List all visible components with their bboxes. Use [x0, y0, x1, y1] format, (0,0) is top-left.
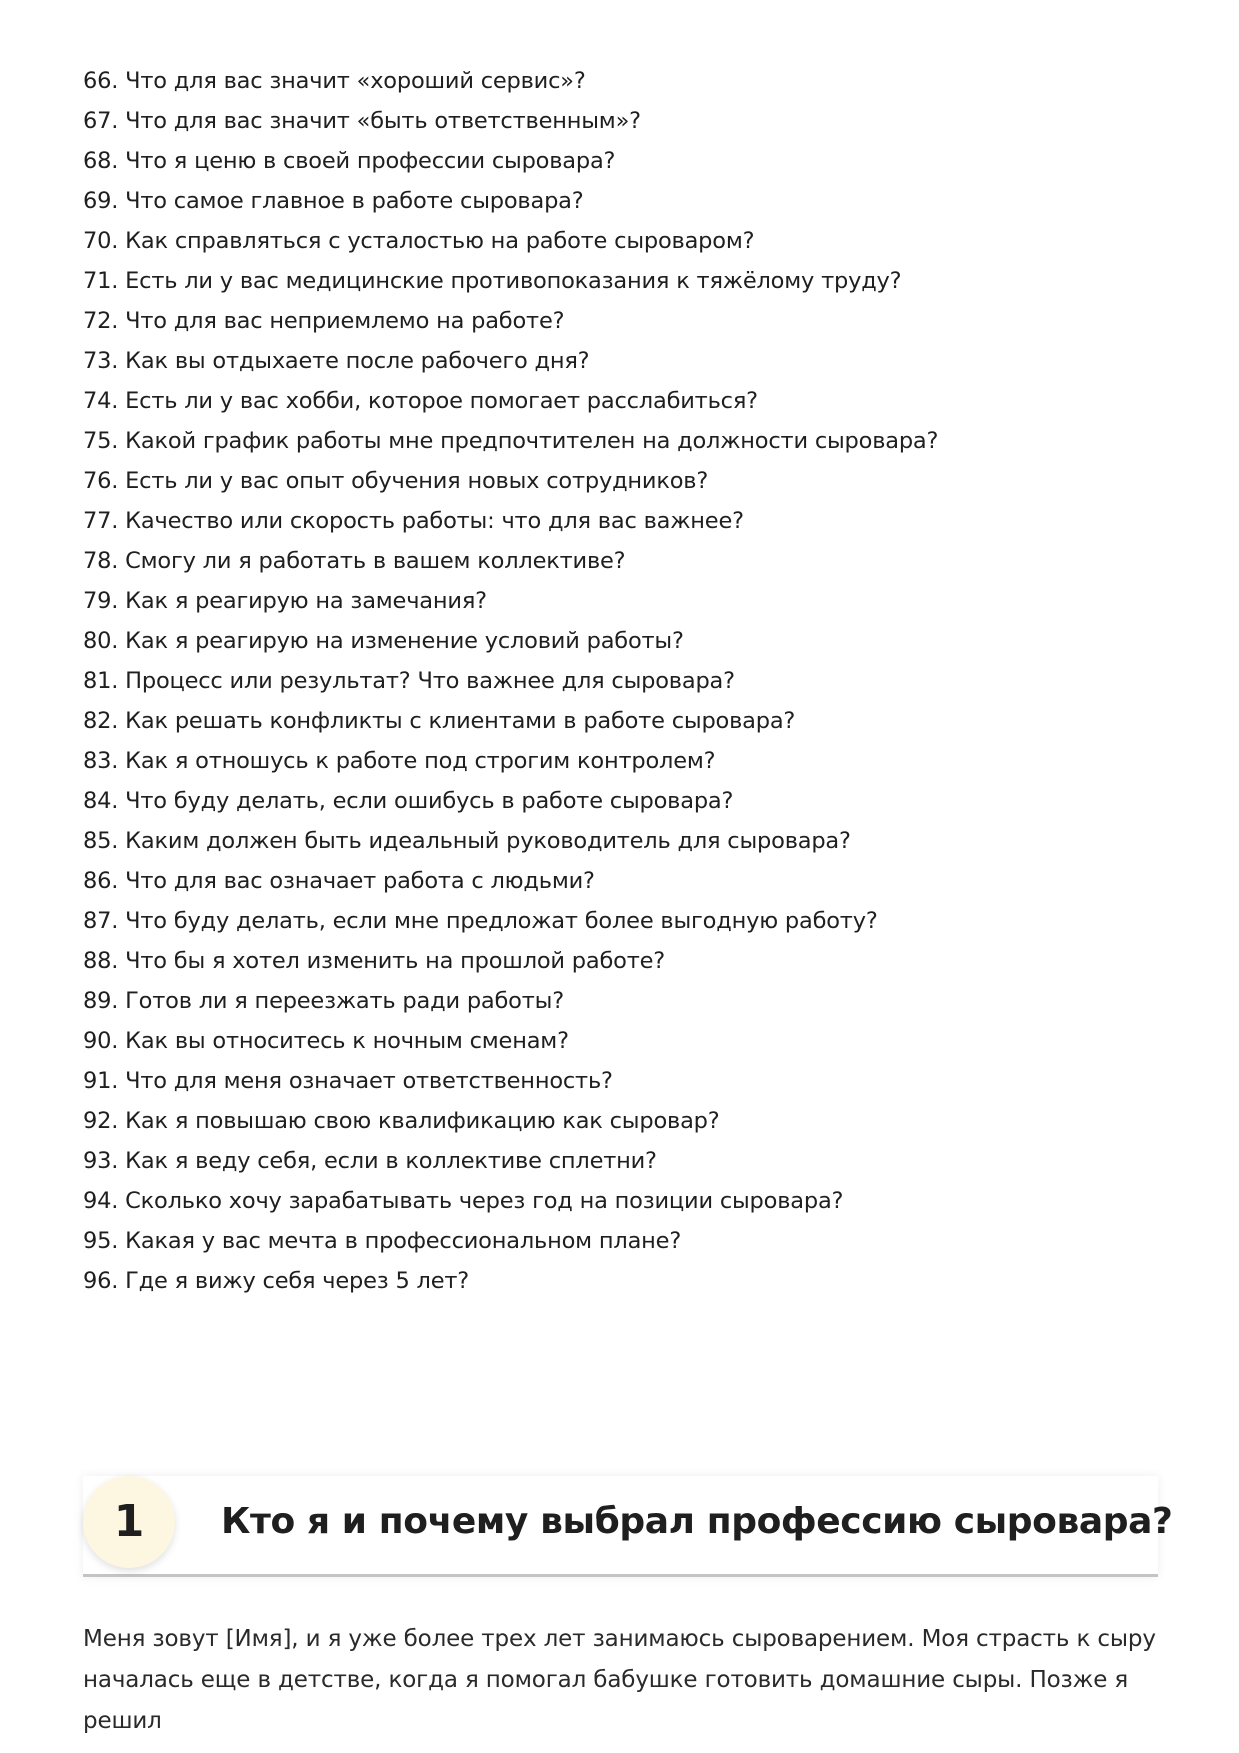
question-number: 81. [83, 668, 119, 694]
question-text: Есть ли у вас хобби, которое помогает расслабиться? [125, 388, 758, 414]
question-text: Готов ли я переезжать ради работы? [125, 988, 564, 1014]
question-text: Смогу ли я работать в вашем коллективе? [125, 548, 626, 574]
question-number: 70. [83, 228, 119, 254]
question-item [83, 541, 938, 581]
question-number: 67. [83, 108, 119, 134]
question-number: 71. [83, 268, 119, 294]
question-number: 80. [83, 628, 119, 654]
question-number: 92. [83, 1108, 119, 1134]
question-number: 90. [83, 1028, 119, 1054]
question-item [83, 141, 938, 181]
question-text: Что для вас означает работа с людьми? [125, 868, 595, 894]
question-item [83, 421, 938, 461]
question-number: 83. [83, 748, 119, 774]
question-text: Как справляться с усталостью на работе сыроваром? [125, 228, 755, 254]
question-text: Что для вас неприемлемо на работе? [125, 308, 565, 334]
question-item [83, 381, 938, 421]
question-text: Что я ценю в своей профессии сыровара? [125, 148, 616, 174]
question-text: Как я отношусь к работе под строгим контролем? [125, 748, 716, 774]
question-number: 88. [83, 948, 119, 974]
question-item [83, 501, 938, 541]
question-text: Какой график работы мне предпочтителен на должности сыровара? [125, 428, 939, 454]
question-item [83, 101, 938, 141]
question-text: Как вы относитесь к ночным сменам? [125, 1028, 569, 1054]
question-number: 86. [83, 868, 119, 894]
question-number: 68. [83, 148, 119, 174]
section-header [83, 1476, 1173, 1577]
question-item [83, 1221, 938, 1261]
question-item [83, 301, 938, 341]
question-number: 89. [83, 988, 119, 1014]
question-number: 96. [83, 1268, 119, 1294]
question-item [83, 901, 938, 941]
question-item [83, 701, 938, 741]
question-text: Сколько хочу зарабатывать через год на позиции сыровара? [125, 1188, 844, 1214]
question-item [83, 1181, 938, 1221]
question-item [83, 861, 938, 901]
question-item [83, 461, 938, 501]
question-text: Процесс или результат? Что важнее для сыровара? [125, 668, 735, 694]
question-text: Какая у вас мечта в профессиональном плане? [125, 1228, 682, 1254]
question-item [83, 1141, 938, 1181]
question-number: 95. [83, 1228, 119, 1254]
question-text: Есть ли у вас опыт обучения новых сотрудников? [125, 468, 709, 494]
section-number-badge: 1 [83, 1476, 175, 1568]
question-number: 82. [83, 708, 119, 734]
question-text: Что буду делать, если ошибусь в работе сыровара? [125, 788, 734, 814]
question-item [83, 741, 938, 781]
question-item [83, 221, 938, 261]
question-text: Что самое главное в работе сыровара? [125, 188, 584, 214]
question-item [83, 621, 938, 661]
question-text: Как я веду себя, если в коллективе сплетни? [125, 1148, 657, 1174]
question-text: Где я вижу себя через 5 лет? [125, 1268, 470, 1294]
question-text: Что буду делать, если мне предложат более выгодную работу? [125, 908, 878, 934]
question-item [83, 821, 938, 861]
question-number: 87. [83, 908, 119, 934]
question-item [83, 981, 938, 1021]
question-number: 85. [83, 828, 119, 854]
question-number: 78. [83, 548, 119, 574]
question-text: Как решать конфликты с клиентами в работе сыровара? [125, 708, 796, 734]
question-text: Что для меня означает ответственность? [125, 1068, 613, 1094]
question-number: 75. [83, 428, 119, 454]
question-list [83, 61, 938, 1301]
question-number: 66. [83, 68, 119, 94]
question-item [83, 1101, 938, 1141]
section-title: Кто я и почему выбрал профессию сыровара? [221, 1501, 1173, 1542]
intro-paragraph: Меня зовут [Имя], и я уже более трех лет занимаюсь сыроварением. Моя страсть к сыру началась еще в детстве, когда я помогал бабушке готовить домашние сыры. Позже я решил [83, 1626, 1156, 1734]
question-item [83, 1021, 938, 1061]
question-text: Что бы я хотел изменить на прошлой работе? [125, 948, 666, 974]
question-text: Что для вас значит «быть ответственным»? [125, 108, 641, 134]
question-item [83, 781, 938, 821]
question-text: Как я реагирую на изменение условий работы? [125, 628, 684, 654]
question-text: Как вы отдыхаете после рабочего дня? [125, 348, 590, 374]
question-number: 94. [83, 1188, 119, 1214]
question-number: 79. [83, 588, 119, 614]
question-number: 73. [83, 348, 119, 374]
question-number: 91. [83, 1068, 119, 1094]
question-number: 93. [83, 1148, 119, 1174]
question-item [83, 661, 938, 701]
question-text: Что для вас значит «хороший сервис»? [125, 68, 586, 94]
question-number: 72. [83, 308, 119, 334]
question-item [83, 1061, 938, 1101]
question-item [83, 941, 938, 981]
question-item [83, 1261, 938, 1301]
question-text: Каким должен быть идеальный руководитель для сыровара? [125, 828, 851, 854]
question-number: 76. [83, 468, 119, 494]
question-number: 74. [83, 388, 119, 414]
question-text: Как я реагирую на замечания? [125, 588, 487, 614]
question-text: Как я повышаю свою квалификацию как сыровар? [125, 1108, 720, 1134]
question-item [83, 341, 938, 381]
question-number: 84. [83, 788, 119, 814]
question-text: Качество или скорость работы: что для вас важнее? [125, 508, 744, 534]
question-item [83, 581, 938, 621]
question-number: 69. [83, 188, 119, 214]
question-number: 77. [83, 508, 119, 534]
question-item [83, 61, 938, 101]
question-text: Есть ли у вас медицинские противопоказания к тяжёлому труду? [125, 268, 902, 294]
question-item [83, 181, 938, 221]
question-item [83, 261, 938, 301]
